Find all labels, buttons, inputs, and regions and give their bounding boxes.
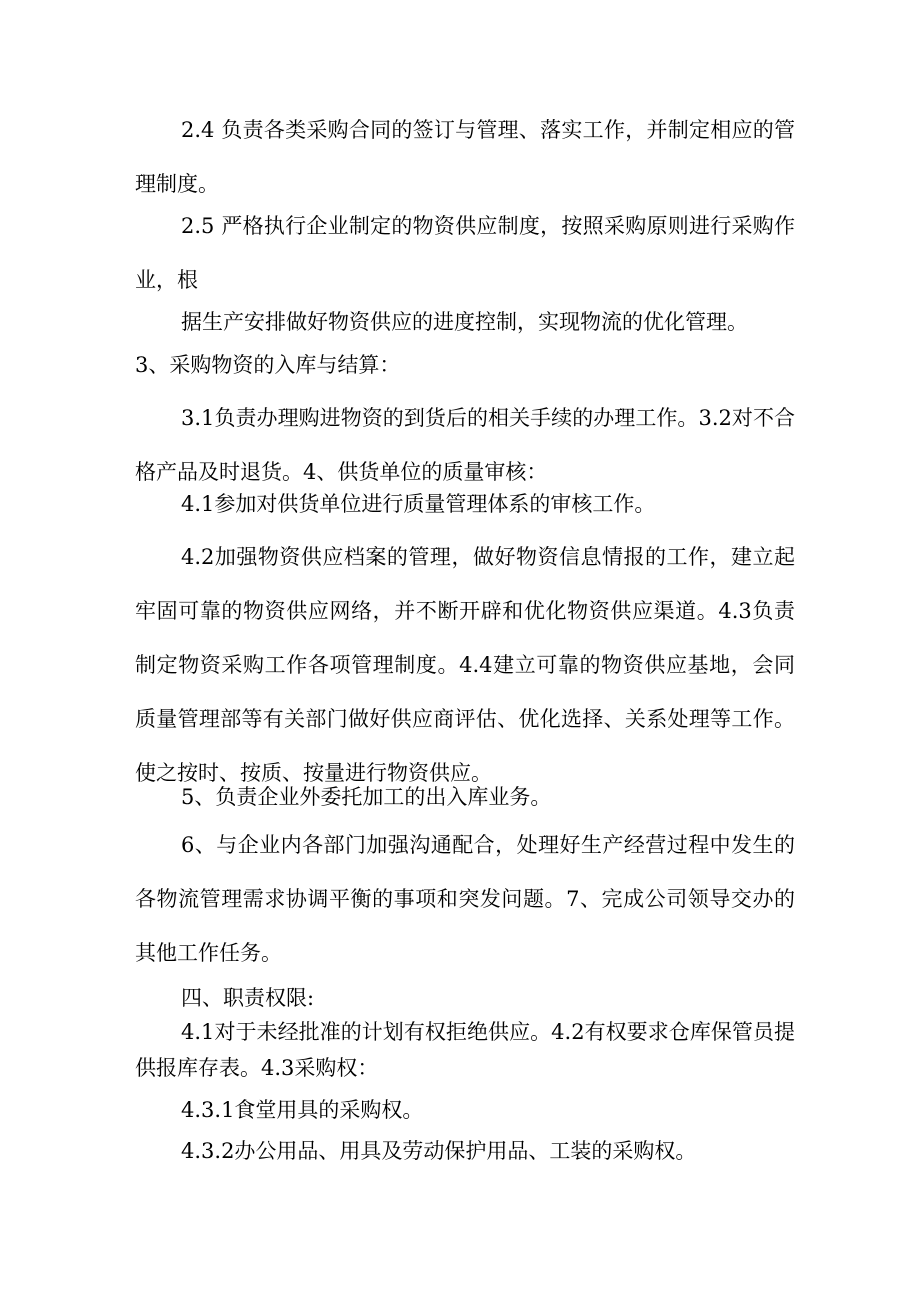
section-4-heading: 四、职责权限: — [181, 986, 315, 1010]
paragraph-4-3-2: 4.3.2办公用品、用具及劳动保护用品、工装的采购权。 — [181, 1139, 697, 1163]
paragraph-6: 6、与企业内各部门加强沟通配合，处理好生产经营过程中发生的各物流管理需求协调平衡的事项和突发问题。7、完成公司领导交办的其他工作任务。 — [135, 833, 795, 965]
paragraph-4-1: 4.1参加对供货单位进行质量管理体系的审核工作。 — [181, 492, 656, 516]
section-3-heading: 3、采购物资的入库与结算： — [135, 353, 401, 377]
paragraph-4-2: 4.2加强物资供应档案的管理，做好物资信息情报的工作，建立起牢固可靠的物资供应网络，并不断开辟和优化物资供应渠道。4.3负责制定物资采购工作各项管理制度。4.4建立可靠的物资供应基地，会同质量管理部等有关部门做好供应商评估、优化选择、关系处理等工作。使之按时、按质、按量进行物资供应。 — [135, 545, 795, 785]
paragraph-2-4: 2.4 负责各类采购合同的签订与管理、落实工作，并制定相应的管理制度。 — [135, 118, 795, 196]
paragraph-5: 5、负责企业外委托加工的出入库业务。 — [181, 785, 552, 809]
paragraph-2-5-continued: 据生产安排做好物资供应的进度控制，实现物流的优化管理。 — [181, 310, 748, 334]
paragraph-section-4-1: 4.1对于未经批准的计划有权拒绝供应。4.2有权要求仓库保管员提供报库存表。4.3采购权： — [135, 1020, 795, 1080]
paragraph-2-5: 2.5 严格执行企业制定的物资供应制度，按照采购原则进行采购作业，根 — [135, 214, 795, 292]
paragraph-3-1: 3.1负责办理购进物资的到货后的相关手续的办理工作。3.2对不合格产品及时退货。4、供货单位的质量审核： — [135, 406, 795, 484]
paragraph-4-3-1: 4.3.1食堂用具的采购权。 — [181, 1098, 424, 1122]
